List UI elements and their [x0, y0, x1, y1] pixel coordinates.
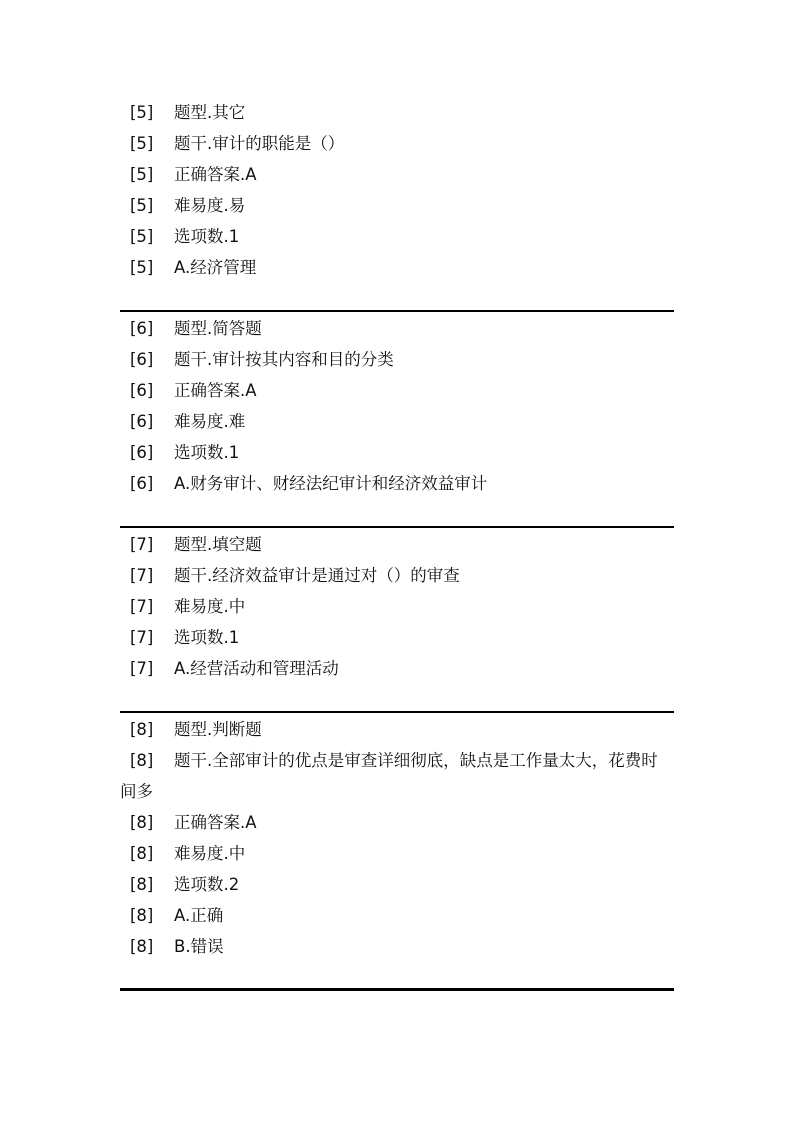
question-number: [8]	[130, 937, 154, 956]
question-line	[120, 838, 674, 869]
question-stem: 题干.全部审计的优点是审查详细彻底，缺点是工作量太大，花费时间多	[120, 751, 658, 801]
question-number: [7]	[130, 628, 154, 647]
option-b: B.错误	[174, 937, 224, 956]
difficulty: 难易度.易	[174, 196, 246, 215]
question-number: [6]	[130, 412, 154, 431]
question-line	[120, 653, 674, 684]
question-line	[120, 900, 674, 931]
correct-answer: 正确答案.A	[174, 165, 257, 184]
question-line	[120, 714, 674, 745]
option-a: A.经营活动和管理活动	[174, 659, 339, 678]
question-line	[120, 406, 674, 437]
option-count: 选项数.2	[174, 875, 240, 894]
question-type: 题型.填空题	[174, 535, 262, 554]
question-number: [7]	[130, 566, 154, 585]
option-count: 选项数.1	[174, 443, 240, 462]
question-line	[120, 591, 674, 622]
correct-answer: 正确答案.A	[174, 381, 257, 400]
question-number: [5]	[130, 196, 154, 215]
option-count: 选项数.1	[174, 227, 240, 246]
section-divider	[120, 310, 674, 312]
question-line	[120, 622, 674, 653]
question-number: [6]	[130, 319, 154, 338]
question-number: [7]	[130, 597, 154, 616]
question-stem: 题干.经济效益审计是通过对（）的审查	[174, 566, 460, 585]
difficulty: 难易度.中	[174, 844, 246, 863]
question-line	[120, 375, 674, 406]
question-number: [6]	[130, 474, 154, 493]
question-block-7	[120, 529, 674, 684]
question-stem: 题干.审计的职能是（）	[174, 134, 345, 153]
question-number: [8]	[130, 813, 154, 832]
question-number: [8]	[130, 751, 154, 770]
question-number: [8]	[130, 720, 154, 739]
question-line	[120, 313, 674, 344]
question-type: 题型.其它	[174, 103, 246, 122]
section-divider	[120, 988, 674, 991]
question-line	[120, 190, 674, 221]
question-block-5	[120, 97, 674, 283]
question-type: 题型.判断题	[174, 720, 262, 739]
question-number: [5]	[130, 227, 154, 246]
question-line	[120, 807, 674, 838]
correct-answer: 正确答案.A	[174, 813, 257, 832]
question-line	[120, 468, 674, 499]
question-line	[120, 221, 674, 252]
question-line	[120, 745, 674, 807]
question-line	[120, 128, 674, 159]
question-number: [5]	[130, 103, 154, 122]
question-type: 题型.简答题	[174, 319, 262, 338]
question-stem: 题干.审计按其内容和目的分类	[174, 350, 394, 369]
question-number: [6]	[130, 443, 154, 462]
question-line	[120, 869, 674, 900]
question-line	[120, 529, 674, 560]
option-a: A.经济管理	[174, 258, 257, 277]
section-divider	[120, 711, 674, 713]
question-number: [5]	[130, 258, 154, 277]
question-number: [7]	[130, 659, 154, 678]
option-count: 选项数.1	[174, 628, 240, 647]
question-number: [7]	[130, 535, 154, 554]
question-block-8	[120, 714, 674, 962]
question-line	[120, 931, 674, 962]
question-block-6	[120, 313, 674, 499]
option-a: A.财务审计、财经法纪审计和经济效益审计	[174, 474, 488, 493]
question-line	[120, 252, 674, 283]
question-line	[120, 97, 674, 128]
option-a: A.正确	[174, 906, 224, 925]
question-line	[120, 437, 674, 468]
question-number: [6]	[130, 381, 154, 400]
question-number: [8]	[130, 875, 154, 894]
question-line	[120, 344, 674, 375]
question-number: [8]	[130, 906, 154, 925]
question-number: [6]	[130, 350, 154, 369]
question-number: [5]	[130, 165, 154, 184]
question-number: [5]	[130, 134, 154, 153]
question-line	[120, 159, 674, 190]
difficulty: 难易度.难	[174, 412, 246, 431]
difficulty: 难易度.中	[174, 597, 246, 616]
question-line	[120, 560, 674, 591]
section-divider	[120, 526, 674, 528]
question-number: [8]	[130, 844, 154, 863]
